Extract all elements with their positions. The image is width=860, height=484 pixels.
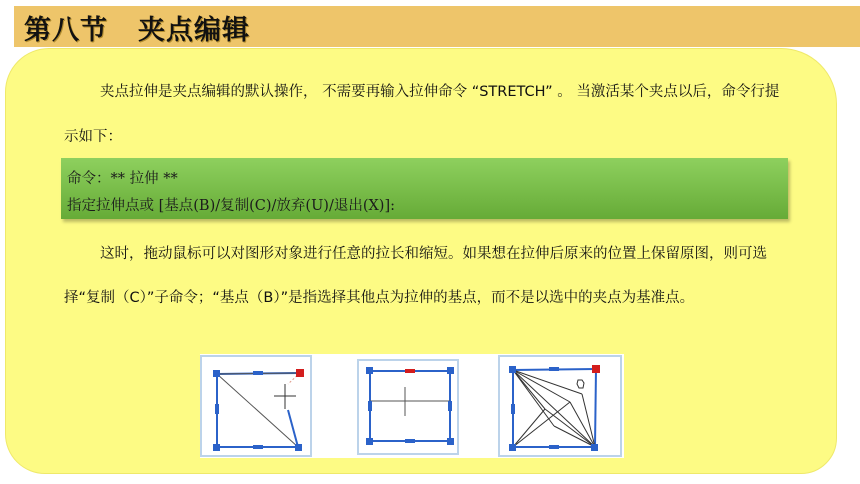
grip-illustration	[200, 354, 624, 458]
command-line-1: 命令：** 拉伸 **	[67, 171, 178, 187]
grip-copy-stretch-icon	[499, 356, 621, 456]
grip-rectangle-icon	[358, 360, 458, 454]
section-title: 夹点编辑	[138, 15, 250, 46]
grip-stretch-icon	[201, 356, 311, 456]
explanation-paragraph: 这时，拖动鼠标可以对图形对象进行任意的拉长和缩短。如果想在拉伸后原来的位置上保留原图，则可选择“复制（C）”子命令；“基点（B）”是指选择其他点为拉伸的基点，而不是以选中的夹点为基准点。	[64, 246, 767, 306]
page-title	[24, 8, 250, 47]
section-number: 第八节	[24, 15, 108, 46]
command-line-2: 指定拉伸点或 [基点(B)/复制(C)/放弃(U)/退出(X)]:	[67, 198, 396, 214]
intro-paragraph: 夹点拉伸是夹点编辑的默认操作， 不需要再输入拉伸命令 “STRETCH” 。 当激活某个夹点以后，命令行提示如下：	[64, 84, 780, 145]
command-prompt-box	[61, 158, 788, 219]
